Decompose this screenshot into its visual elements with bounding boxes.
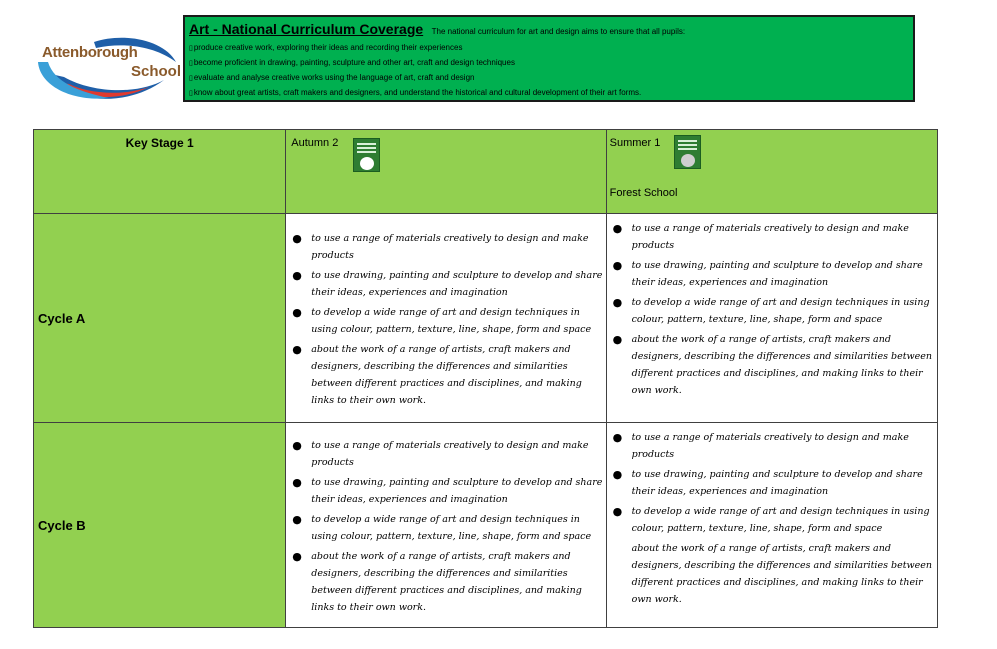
list-item: ● about the work of a range of artists, craft makers and designers, describing the differences and similarities between different practices and disciplines, and making links to their own work.: [612, 333, 933, 396]
objective-list: [290, 437, 603, 619]
list-item: about the work of a range of artists, craft makers and designers, describing the differences and similarities between different practices and disciplines, and making links to their own work.: [631, 543, 933, 605]
list-item: ● to use a range of materials creatively to design and make products: [612, 431, 909, 460]
list-item: ● to develop a wide range of art and design techniques in using colour, pattern, texture, line, shape, form and space: [612, 505, 930, 534]
bullet-icon: ●: [292, 306, 302, 319]
list-item: ● to develop a wide range of art and design techniques in using colour, pattern, texture, line, shape, form and space: [292, 513, 592, 542]
objective-list: [611, 429, 935, 608]
box-glyph-icon: ▯: [189, 75, 193, 82]
bullet-icon: ●: [612, 505, 623, 518]
list-item: ● to develop a wide range of art and design techniques in using colour, pattern, texture, line, shape, form and space: [292, 306, 592, 335]
list-item: ● to use drawing, painting and sculpture to develop and share their ideas, experiences and imagination: [612, 259, 923, 288]
bullet-icon: ●: [612, 296, 623, 309]
box-glyph-icon: ▯: [189, 90, 193, 97]
key-stage-cell: [34, 130, 286, 214]
bullet-icon: ●: [612, 468, 623, 481]
curriculum-header: [183, 15, 915, 102]
objective-list: [611, 220, 935, 402]
list-item: ● to use drawing, painting and sculpture to develop and share their ideas, experiences and imagination: [612, 468, 923, 497]
coverage-table: [33, 129, 938, 628]
topic-book-icon: [674, 135, 701, 169]
aim-item: ▯become proficient in drawing, painting, sculpture and other art, craft and design techniques: [189, 58, 515, 67]
list-item: ● to use a range of materials creatively to design and make products: [612, 222, 909, 251]
list-item: ● to use drawing, painting and sculpture to develop and share their ideas, experiences and imagination: [292, 269, 603, 298]
bullet-icon: ●: [292, 513, 302, 526]
term-header-summer: [606, 130, 937, 214]
bullet-icon: ●: [292, 232, 302, 245]
school-logo: [34, 32, 184, 112]
bullet-icon: ●: [612, 259, 623, 272]
term-label-autumn: Autumn 2: [291, 137, 339, 149]
list-item: ● to develop a wide range of art and design techniques in using colour, pattern, texture, line, shape, form and space: [612, 296, 930, 325]
list-item: ● to use a range of materials creatively to design and make products: [292, 439, 589, 468]
header-intro: The national curriculum for art and design aims to ensure that all pupils:: [431, 27, 686, 36]
cycle-b-summer-objectives: [606, 423, 937, 628]
bullet-icon: ●: [612, 333, 623, 346]
bullet-icon: ●: [612, 222, 623, 235]
cycle-a-cell: [34, 214, 286, 423]
bullet-icon: ●: [292, 476, 302, 489]
aim-item: ▯produce creative work, exploring their ideas and recording their experiences: [189, 43, 463, 52]
bullet-icon: ●: [612, 431, 623, 444]
logo-text-line1: Attenborough: [42, 44, 138, 61]
logo-text-line2: School: [131, 63, 182, 80]
bullet-icon: ●: [292, 550, 302, 563]
cycle-a-autumn-objectives: [286, 214, 606, 423]
term-label-summer: Summer 1: [609, 137, 661, 149]
aim-item: ▯know about great artists, craft makers and designers, and understand the historical and cultural development of their art forms.: [189, 88, 642, 97]
topic-book-icon: [353, 138, 380, 172]
aim-item: ▯evaluate and analyse creative works using the language of art, craft and design: [189, 73, 475, 82]
list-item: ● about the work of a range of artists, craft makers and designers, describing the differences and similarities between different practices and disciplines, and making links to their own work.: [292, 343, 582, 406]
forest-school-note: Forest School: [609, 187, 678, 199]
page-title: Art - National Curriculum Coverage: [189, 21, 424, 37]
bullet-icon: ●: [292, 269, 302, 282]
cycle-b-label: Cycle B: [38, 517, 86, 533]
cycle-a-label: Cycle A: [38, 310, 86, 326]
cycle-b-autumn-objectives: [286, 423, 606, 628]
bullet-icon: ●: [292, 343, 302, 356]
bullet-icon: ●: [292, 439, 302, 452]
key-stage-label: Key Stage 1: [125, 136, 194, 150]
list-item: ● about the work of a range of artists, craft makers and designers, describing the differences and similarities between different practices and disciplines, and making links to their own work.: [292, 550, 582, 613]
box-glyph-icon: ▯: [189, 45, 193, 52]
term-header-autumn: [286, 130, 606, 214]
cycle-a-summer-objectives: [606, 214, 937, 423]
cycle-b-cell: [34, 423, 286, 628]
list-item: ● to use a range of materials creatively to design and make products: [292, 232, 589, 261]
objective-list: [290, 230, 603, 412]
box-glyph-icon: ▯: [189, 60, 193, 67]
list-item: ● to use drawing, painting and sculpture to develop and share their ideas, experiences and imagination: [292, 476, 603, 505]
